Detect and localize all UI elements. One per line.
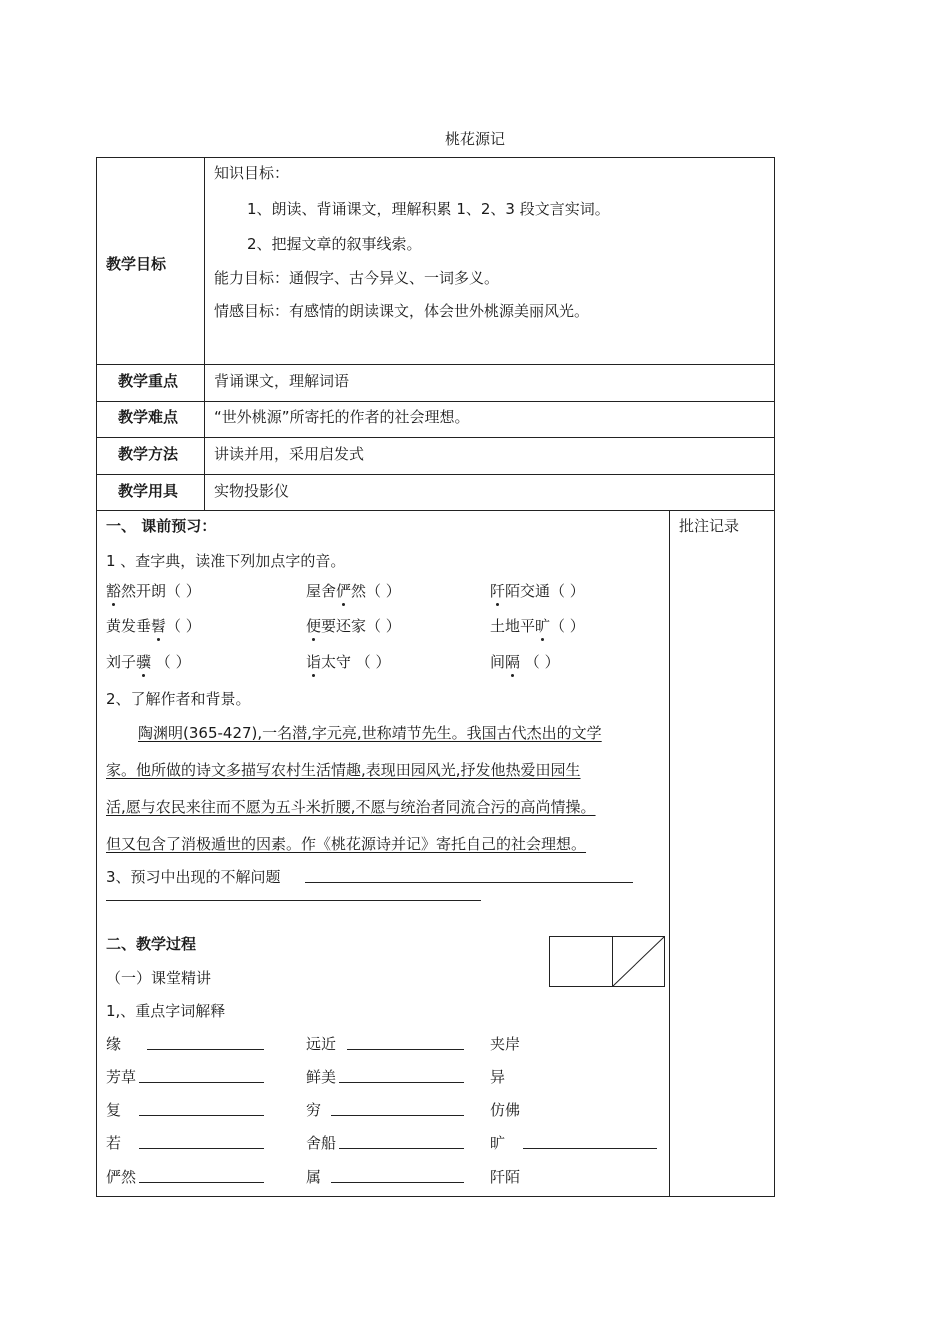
vocab-item: 舍船 bbox=[306, 1134, 337, 1152]
bio-line: 家。他所做的诗文多描写农村生活情趣,表现田园风光,抒发他热爱田园生 bbox=[106, 761, 581, 779]
vocab-item: 穷 bbox=[306, 1101, 322, 1119]
pinyin-item: 黄发垂髫（ ） bbox=[106, 617, 201, 635]
pinyin-item: 土地平旷（ ） bbox=[490, 617, 585, 635]
row-divider bbox=[96, 364, 775, 365]
pinyin-item: 间隔 （ ） bbox=[490, 653, 560, 671]
vocab-item: 旷 bbox=[490, 1134, 506, 1152]
row-divider bbox=[96, 510, 775, 511]
vocab-blank bbox=[339, 1148, 464, 1149]
vocab-blank bbox=[523, 1148, 657, 1149]
vocab-blank bbox=[347, 1049, 464, 1050]
vocab-item: 鲜美 bbox=[306, 1068, 337, 1086]
row-divider bbox=[96, 401, 775, 402]
label-key-points: 教学重点 bbox=[118, 372, 179, 390]
section1-heading: 一、 课前预习： bbox=[106, 517, 217, 535]
column-divider bbox=[204, 157, 205, 510]
pinyin-item: 阡陌交通（ ） bbox=[490, 582, 585, 600]
ability-goal: 能力目标：通假字、古今异义、一词多义。 bbox=[214, 269, 500, 287]
vocab-blank bbox=[339, 1082, 464, 1083]
label-tools: 教学用具 bbox=[118, 482, 179, 500]
label-methods: 教学方法 bbox=[118, 445, 179, 463]
diagram-box bbox=[549, 936, 666, 988]
pinyin-item: 豁然开朗（ ） bbox=[106, 582, 201, 600]
value-difficulties: “世外桃源”所寄托的作者的社会理想。 bbox=[214, 408, 470, 426]
pinyin-item: 便要还家（ ） bbox=[306, 617, 401, 635]
notes-divider bbox=[669, 510, 670, 1197]
notes-label: 批注记录 bbox=[679, 517, 740, 535]
vocab-item: 芳草 bbox=[106, 1068, 137, 1086]
section1-q2: 2、了解作者和背景。 bbox=[106, 690, 251, 708]
pinyin-item: 刘子骥 （ ） bbox=[106, 653, 191, 671]
emotion-goal: 情感目标：有感情的朗读课文，体会世外桃源美丽风光。 bbox=[214, 302, 590, 320]
vocab-blank bbox=[139, 1082, 264, 1083]
value-methods: 讲读并用，采用启发式 bbox=[214, 445, 365, 463]
value-key-points: 背诵课文，理解词语 bbox=[214, 372, 350, 390]
diagram-frame bbox=[550, 937, 665, 987]
section1-q3: 3、预习中出现的不解问题 bbox=[106, 868, 281, 886]
row-divider bbox=[96, 437, 775, 438]
bio-line: 陶渊明(365-427),一名潜,字元亮,世称靖节先生。我国古代杰出的文学 bbox=[138, 724, 602, 742]
vocab-blank bbox=[139, 1182, 264, 1183]
knowledge-title: 知识目标： bbox=[214, 164, 290, 182]
vocab-item: 夹岸 bbox=[490, 1035, 521, 1053]
label-difficulties: 教学难点 bbox=[118, 408, 179, 426]
vocab-blank bbox=[147, 1049, 264, 1050]
vocab-blank bbox=[139, 1148, 264, 1149]
bio-line: 活,愿与农民来往而不愿为五斗米折腰,不愿与统治者同流合污的高尚情操。 bbox=[106, 798, 596, 816]
vocab-item: 复 bbox=[106, 1101, 122, 1119]
vocab-blank bbox=[331, 1115, 464, 1116]
vocab-item: 远近 bbox=[306, 1035, 337, 1053]
diagram-diagonal bbox=[613, 937, 665, 987]
vocab-item: 异 bbox=[490, 1068, 506, 1086]
section2-sub: （一）课堂精讲 bbox=[106, 969, 212, 987]
vocab-blank bbox=[331, 1182, 464, 1183]
section2-heading: 二、教学过程 bbox=[106, 935, 197, 953]
value-tools: 实物投影仪 bbox=[214, 482, 290, 500]
pinyin-item: 屋舍俨然（ ） bbox=[306, 582, 401, 600]
knowledge-item-1: 1、朗读、背诵课文，理解积累 1、2、3 段文言实词。 bbox=[247, 200, 610, 218]
vocab-item: 缘 bbox=[106, 1035, 122, 1053]
vocab-item: 若 bbox=[106, 1134, 122, 1152]
answer-blank bbox=[106, 900, 481, 901]
bio-line: 但又包含了消极遁世的因素。作《桃花源诗并记》寄托自己的社会理想。 bbox=[106, 835, 587, 853]
vocab-item: 俨然 bbox=[106, 1168, 137, 1186]
row-divider bbox=[96, 474, 775, 475]
vocab-item: 属 bbox=[306, 1168, 322, 1186]
section2-q1: 1,、重点字词解释 bbox=[106, 1002, 226, 1020]
vocab-item: 仿佛 bbox=[490, 1101, 521, 1119]
section1-q1: 1 、查字典，读准下列加点字的音。 bbox=[106, 552, 346, 570]
vocab-item: 阡陌 bbox=[490, 1168, 521, 1186]
label-objectives: 教学目标 bbox=[106, 255, 167, 273]
knowledge-item-2: 2、把握文章的叙事线索。 bbox=[247, 235, 422, 253]
pinyin-item: 诣太守 （ ） bbox=[306, 653, 391, 671]
answer-blank bbox=[305, 882, 633, 883]
vocab-blank bbox=[139, 1115, 264, 1116]
page-title: 桃花源记 bbox=[444, 130, 505, 148]
